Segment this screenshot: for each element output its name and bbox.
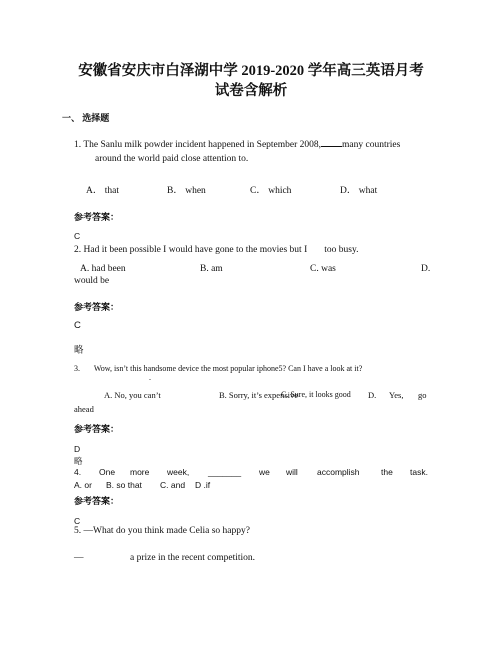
question-2-stem-part1: 2. Had it been possible I would have gone to the movies but I — [74, 245, 308, 255]
question-4-word: we — [259, 467, 270, 477]
question-1-option-c: C． which — [250, 186, 292, 196]
question-1-option-b: B． when — [167, 186, 206, 196]
question-1-stem-part1: 1. The Sanlu milk powder incident happened in September 2008, — [74, 140, 322, 150]
question-2-answer-label: 参考答案： — [74, 302, 120, 312]
question-2-stem — [74, 242, 358, 255]
question-4-word: the — [381, 467, 393, 477]
question-4-option-b: B. so that — [106, 480, 142, 490]
question-2-option-d-text: would be — [74, 276, 110, 286]
answer-blank: _______ — [208, 467, 242, 477]
question-3-option-d-word1: Yes, — [389, 390, 404, 400]
question-3-option-a: A. No, you can’t — [104, 390, 161, 400]
document-title-line1: 安徽省安庆市白泽湖中学 2019-2020 学年高三英语月考 — [78, 63, 424, 79]
question-2-option-a: A. had been — [80, 264, 126, 274]
question-3-option-d-text: ahead — [74, 404, 94, 414]
question-3-answer-label: 参考答案： — [74, 424, 120, 434]
question-5-line2: a prize in the recent competition. — [130, 553, 256, 563]
question-1-answer-label: 参考答案： — [74, 212, 120, 222]
question-1-answer: C — [74, 231, 81, 241]
question-3-dot: . — [149, 373, 151, 382]
question-4-word: week, — [167, 467, 190, 477]
answer-blank — [307, 242, 324, 252]
question-2-option-d: D. — [421, 264, 431, 274]
question-1-stem — [74, 137, 400, 150]
question-4-option-a: A. or — [74, 480, 92, 490]
question-4-word: task. — [410, 467, 428, 477]
question-3-option-d: D. — [368, 390, 377, 400]
question-2-explanation: 略 — [74, 346, 84, 356]
question-3-answer: D — [74, 444, 81, 454]
question-2-stem-part2: too busy. — [324, 245, 359, 255]
section-heading: 一、 选择题 — [62, 113, 110, 123]
question-4-word: 4. — [74, 467, 82, 477]
question-4-word: One — [99, 467, 116, 477]
document-title-line2: 试卷含解析 — [214, 83, 288, 99]
question-4-word: accomplish — [317, 467, 360, 477]
question-2-option-b: B. am — [200, 264, 223, 274]
question-3-stem: 3. Wow, isn’t this handsome device the most popular iphone5? Can I have a look at it? — [74, 364, 363, 373]
question-2-option-c: C. was — [310, 264, 336, 274]
question-3-option-c: C. Sure, it looks good — [281, 390, 351, 399]
question-1-stem-line2: around the world paid close attention to. — [95, 154, 249, 164]
question-4-word: will — [286, 467, 298, 477]
question-1-stem-part2: many countries — [342, 140, 401, 150]
question-5-stem: 5. —What do you think made Celia so happy? — [74, 526, 250, 536]
answer-blank — [321, 137, 342, 147]
question-5-dash: — — [74, 553, 84, 563]
question-1-option-d: D． what — [340, 186, 378, 196]
question-4-answer: C — [74, 516, 81, 526]
question-1-option-a: A． that — [86, 186, 119, 196]
question-4-option-d: D .if — [195, 480, 211, 490]
question-2-answer: C — [74, 320, 81, 331]
question-4-word: more — [130, 467, 150, 477]
question-3-option-b: B. Sorry, it’s expensive — [219, 390, 299, 400]
question-3-explanation: 略 — [74, 456, 83, 466]
question-3-option-d-word2: go — [418, 390, 427, 400]
question-4-option-c: C. and — [160, 480, 186, 490]
question-4-answer-label: 参考答案： — [74, 496, 120, 506]
